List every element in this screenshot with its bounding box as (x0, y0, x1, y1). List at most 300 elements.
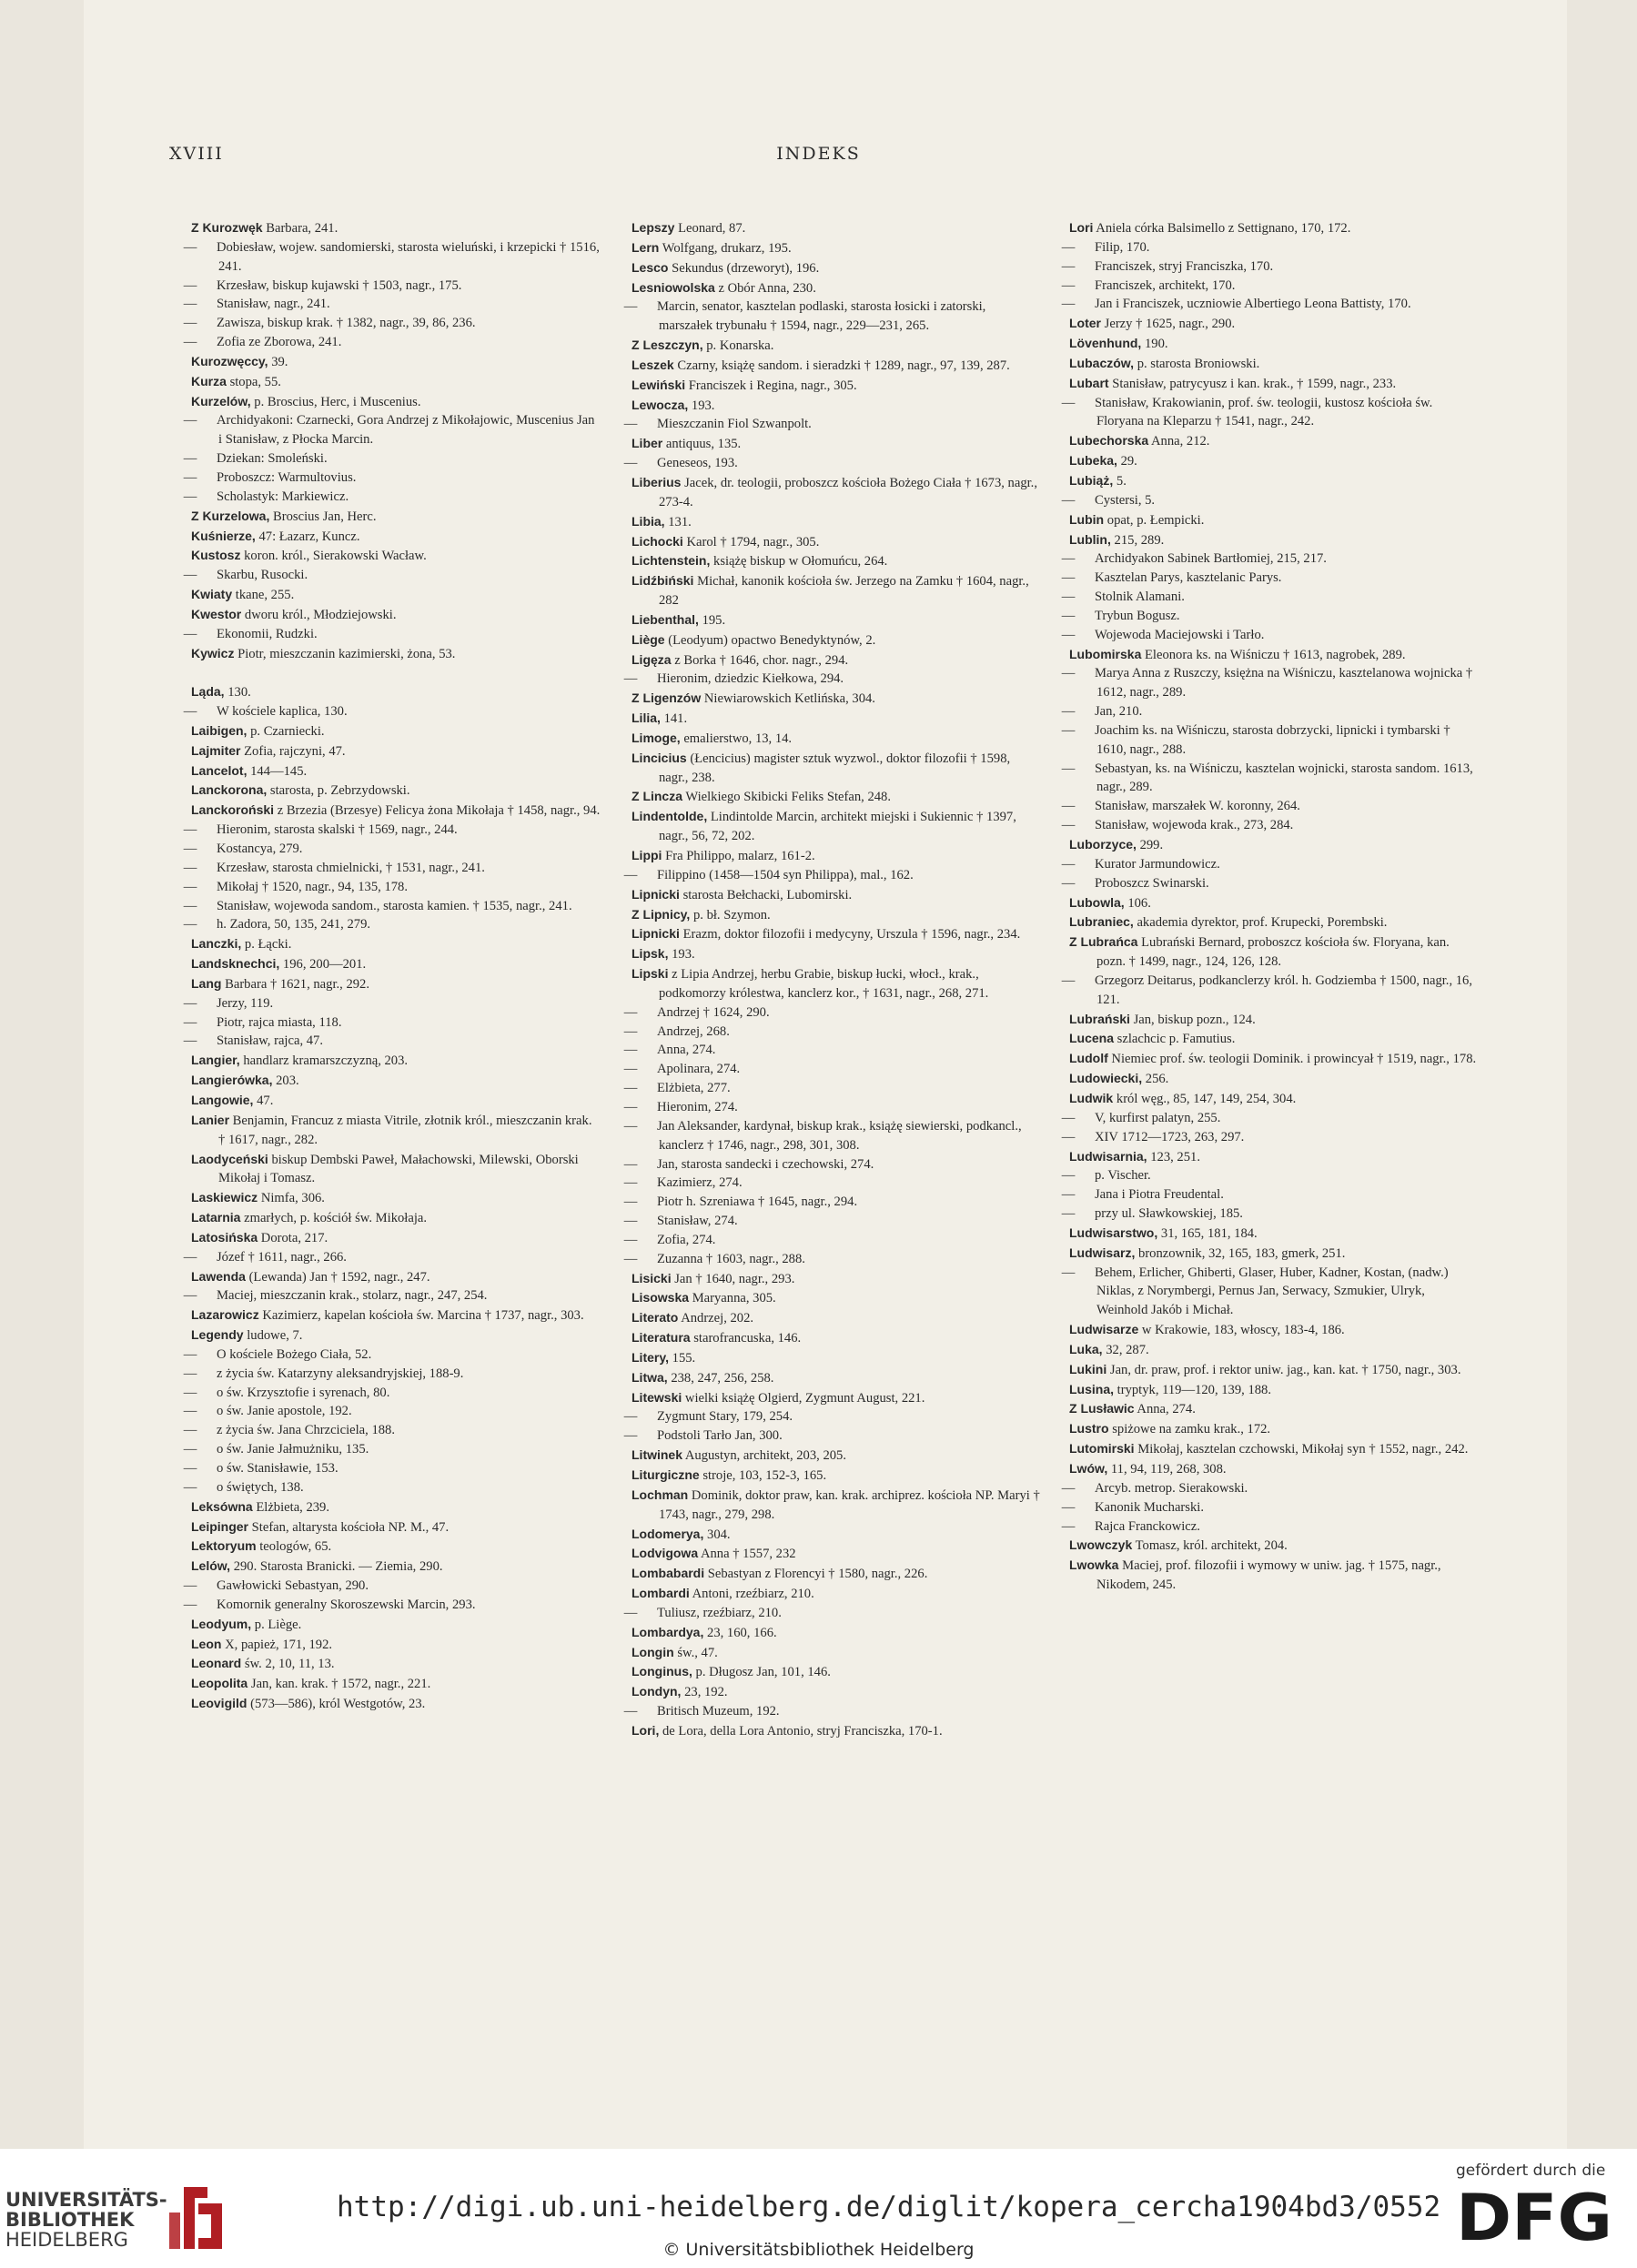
continuation-dash: — (623, 1194, 638, 1210)
entry-text: emalierstwo, 13, 14. (683, 731, 793, 746)
entry-text: Franciszek i Regina, nagr., 305. (688, 378, 857, 393)
entry-text: antiquus, 135. (665, 437, 742, 452)
entry-headword: Lubrański (1069, 1011, 1130, 1026)
entry-headword: Leipinger (191, 1518, 249, 1534)
index-entry (191, 781, 601, 801)
continuation-dash: — (1061, 704, 1076, 720)
entry-headword: Kuśnierze, (191, 528, 256, 543)
entry-text: p. Liège. (254, 1617, 302, 1632)
index-entry (1069, 1419, 1479, 1439)
index-entry (191, 1497, 601, 1517)
entry-text: Jan, dr. praw, prof. i rektor uniw. jag., kan. kat. † 1750, nagr., 303. (1109, 1362, 1461, 1377)
index-entry (1069, 431, 1479, 451)
index-entry (183, 878, 601, 897)
index-entry (191, 372, 601, 392)
continuation-dash: — (623, 867, 638, 882)
entry-text: Barbara † 1621, nagr., 292. (225, 976, 369, 992)
entry-headword: Litwinek (632, 1447, 683, 1463)
entry-headword: Lanczki, (191, 936, 242, 952)
index-entry (632, 709, 1043, 729)
index-entry (191, 1694, 601, 1714)
index-entry (183, 1421, 601, 1440)
entry-text: Zawisza, biskup krak. † 1382, nagr., 39, 86, 236. (217, 316, 476, 331)
entry-headword: Lori, (632, 1722, 660, 1738)
continuation-dash: — (623, 299, 638, 315)
entry-text: Eleonora ks. na Wiśniczu † 1613, nagrobek, 289. (1145, 647, 1406, 662)
entry-text: Behem, Erlicher, Ghiberti, Glaser, Huber, Kadner, Kostan, (nadw.) Niklas, z Norymbergi, Pernus Jan, Serwacy, Szmukier, Ulryk, Weinhold Jakób i Michał. (1095, 1265, 1449, 1318)
entry-text: Niemiec prof. św. teologii Dominik. i prowincyał † 1519, nagr., 178. (1111, 1052, 1477, 1067)
index-entry (191, 527, 601, 547)
entry-headword: Z Lubrańca (1069, 934, 1138, 950)
index-entry (183, 840, 601, 859)
index-entry (1069, 1244, 1479, 1264)
entry-headword: Kywicz (191, 645, 235, 660)
entry-text: Anna † 1557, 232 (700, 1547, 796, 1562)
index-entry (183, 1478, 601, 1497)
entry-text: Stolnik Alamani. (1095, 590, 1185, 605)
index-entry (191, 1051, 601, 1071)
index-entry (1061, 760, 1479, 798)
entry-text: Jerzy, 119. (217, 995, 274, 1011)
entry-text: 256. (1145, 1072, 1169, 1087)
entry-headword: Ludwik (1069, 1090, 1114, 1105)
entry-text: zmarłych, p. kościół św. Mikołaja. (244, 1211, 428, 1226)
index-entry (191, 1537, 601, 1557)
index-entry (1069, 645, 1479, 665)
index-entry (1069, 1069, 1479, 1089)
index-entry (191, 546, 601, 566)
entry-headword: Lukini (1069, 1361, 1107, 1376)
entry-text: król węg., 85, 147, 149, 254, 304. (1116, 1091, 1297, 1106)
entry-text: Barbara, 241. (266, 221, 339, 236)
entry-headword: Libia, (632, 513, 665, 529)
index-entry (183, 238, 601, 277)
entry-headword: Liturgiczne (632, 1467, 700, 1482)
index-entry (1069, 510, 1479, 530)
continuation-dash: — (183, 489, 197, 504)
entry-text: Jana i Piotra Freudental. (1095, 1187, 1224, 1203)
entry-text: Tuliusz, rzeźbiarz, 210. (657, 1605, 782, 1620)
continuation-dash: — (1061, 1206, 1076, 1222)
entry-text: Stanisław, wojewoda sandom., starosta kamien. † 1535, nagr., 241. (217, 898, 572, 913)
continuation-dash: — (1061, 1518, 1076, 1534)
entry-text: 31, 165, 181, 184. (1160, 1225, 1258, 1241)
entry-text: p. starosta Broniowski. (1137, 356, 1260, 371)
entry-text: o świętych, 138. (217, 1479, 304, 1495)
entry-headword: Kwiaty (191, 587, 233, 602)
entry-text: Anna, 274. (1137, 1402, 1196, 1417)
entry-text: 193. (672, 947, 695, 963)
index-entry (632, 1328, 1043, 1348)
entry-text: 11, 94, 119, 268, 308. (1110, 1462, 1227, 1477)
index-entry (632, 1564, 1043, 1584)
entry-text: 47: Łazarz, Kuncz. (258, 529, 360, 544)
entry-text: Jan i Franciszek, uczniowie Albertiego Leona Battisty, 170. (1095, 297, 1411, 312)
continuation-dash: — (1061, 1499, 1076, 1515)
entry-text: p. Vischer. (1095, 1168, 1151, 1184)
index-entry (632, 1308, 1043, 1328)
entry-headword: Luborzyce, (1069, 837, 1137, 852)
index-entry (191, 1150, 601, 1189)
entry-headword: Latosińska (191, 1229, 258, 1245)
continuation-dash: — (1061, 761, 1076, 776)
index-entry (1069, 1399, 1479, 1419)
entry-text: spiżowe na zamku krak., 172. (1112, 1422, 1271, 1437)
entry-text: 23, 192. (684, 1685, 728, 1700)
index-entry (623, 1212, 1043, 1231)
entry-text: stopa, 55. (229, 374, 281, 389)
index-entry (623, 1231, 1043, 1250)
entry-headword: Lodvigowa (632, 1546, 699, 1561)
entry-text: Benjamin, Francuz z miasta Vitrile, złotnik król., mieszczanin krak. † 1617, nagr., 282. (218, 1113, 592, 1147)
index-column-2 (623, 218, 1043, 1741)
entry-text: p. bł. Szymon. (692, 907, 771, 922)
entry-text: 304. (707, 1527, 731, 1542)
entry-text: Stanisław, 274. (657, 1214, 738, 1229)
index-entry (632, 689, 1043, 709)
index-column-1 (183, 218, 601, 1714)
index-entry (623, 454, 1043, 473)
index-entry (632, 807, 1043, 846)
continuation-dash: — (1061, 395, 1076, 410)
index-entry (623, 1426, 1043, 1446)
continuation-dash: — (183, 917, 197, 932)
continuation-dash: — (1061, 856, 1076, 872)
continuation-dash: — (183, 879, 197, 894)
entry-text: Archidyakoni: Czarnecki, Gora Andrzej z Mikołajowic, Muscenius Jan i Stanisław, z Płocka Marcin. (217, 413, 595, 448)
index-entry (191, 1111, 601, 1150)
index-entry (623, 1174, 1043, 1193)
entry-text: wielki książę Olgierd, Zygmunt August, 221. (684, 1390, 925, 1406)
entry-text: O kościele Bożego Ciała, 52. (217, 1346, 372, 1362)
index-entry (632, 749, 1043, 788)
index-entry (1061, 855, 1479, 874)
entry-text: 155. (672, 1350, 696, 1366)
index-entry (1069, 530, 1479, 550)
entry-text: (Łencicius) magister sztuk wyzwol., doktor filozofii † 1598, nagr., 238. (659, 751, 1011, 785)
entry-headword: Z Lincza (632, 789, 683, 804)
entry-text: Kanonik Mucharski. (1095, 1499, 1204, 1515)
entry-headword: Lichocki (632, 533, 683, 549)
entry-headword: Lern (632, 239, 660, 255)
entry-text: o św. Krzysztofie i syrenach, 80. (217, 1385, 390, 1400)
entry-headword: Literatura (632, 1330, 691, 1346)
index-entry (1061, 1166, 1479, 1185)
entry-headword: Lesco (632, 259, 669, 275)
continuation-dash: — (183, 1366, 197, 1381)
index-entry (191, 218, 601, 238)
entry-text: 290. Starosta Branicki. — Ziemia, 290. (233, 1559, 443, 1575)
entry-text: Maryanna, 305. (692, 1291, 776, 1306)
entry-text: Lubrański Bernard, proboszcz kościoła św. Floryana, kan. pozn. † 1499, nagr., 124, 126, 128. (1096, 935, 1450, 970)
index-entry (632, 1643, 1043, 1663)
entry-text: Jan, biskup pozn., 124. (1133, 1012, 1256, 1027)
entry-text: Cystersi, 5. (1095, 492, 1156, 508)
index-entry (183, 1577, 601, 1596)
entry-text: 47. (257, 1093, 274, 1108)
index-entry (191, 1071, 601, 1091)
entry-headword: Lawenda (191, 1268, 246, 1284)
index-entry (632, 1623, 1043, 1643)
index-entry (1061, 972, 1479, 1010)
continuation-dash: — (623, 671, 638, 687)
entry-headword: Lubechorska (1069, 433, 1149, 449)
entry-headword: Longinus, (632, 1664, 692, 1679)
continuation-dash: — (183, 335, 197, 350)
entry-headword: Langier, (191, 1053, 240, 1068)
entry-headword: Litery, (632, 1349, 669, 1365)
index-entry (191, 1557, 601, 1577)
entry-text: z Lipia Andrzej, herbu Grabie, biskup łucki, włocł., krak., podkomorzy królestwa, kanclerz kor., † 1631, nagr., 268, 271. (659, 967, 989, 1001)
entry-headword: Lombardi (632, 1586, 690, 1601)
continuation-dash: — (183, 451, 197, 467)
entry-headword: Leszek (632, 357, 674, 372)
entry-text: o św. Stanisławie, 153. (217, 1461, 339, 1476)
entry-text: Anna, 274. (657, 1043, 716, 1058)
index-entry (632, 610, 1043, 630)
entry-text: starofrancuska, 146. (693, 1331, 802, 1346)
continuation-dash: — (183, 1423, 197, 1438)
index-entry (1069, 1010, 1479, 1030)
continuation-dash: — (623, 1428, 638, 1444)
index-entry (632, 571, 1043, 610)
entry-headword: Loter (1069, 316, 1101, 331)
index-entry (183, 915, 601, 934)
index-entry (632, 1466, 1043, 1486)
entry-headword: Kwestor (191, 606, 242, 621)
continuation-dash: — (183, 704, 197, 720)
entry-text: Proboszcz: Warmultovius. (217, 469, 357, 485)
entry-text: Jan, 210. (1095, 704, 1143, 720)
entry-headword: Lipski (632, 966, 669, 982)
continuation-dash: — (183, 239, 197, 255)
index-entry (1061, 702, 1479, 721)
continuation-dash: — (1061, 297, 1076, 312)
entry-text: Geneseos, 193. (657, 456, 738, 471)
entry-text: biskup Dembski Paweł, Małachowski, Milewski, Oborski Mikołaj i Tomasz. (218, 1152, 579, 1186)
continuation-dash: — (183, 297, 197, 312)
continuation-dash: — (623, 1099, 638, 1114)
entry-text: Jan, kan. krak. † 1572, nagr., 221. (250, 1677, 431, 1692)
index-entry (632, 1721, 1043, 1741)
continuation-dash: — (1061, 1480, 1076, 1496)
entry-headword: Lubraniec, (1069, 914, 1134, 930)
continuation-dash: — (623, 1156, 638, 1172)
entry-text: Michał, kanonik kościoła św. Jerzego na Zamku † 1604, nagr., 282 (659, 574, 1029, 609)
entry-headword: Lori (1069, 220, 1094, 235)
entry-headword: Ludwisarstwo, (1069, 1225, 1158, 1240)
continuation-dash: — (623, 1409, 638, 1425)
index-entry (623, 1604, 1043, 1623)
index-entry (183, 1440, 601, 1459)
entry-text: 144—145. (250, 763, 308, 779)
entry-text: Grzegorz Deitarus, podkanclerzy król. h. Godziemba † 1500, nagr., 16, 121. (1095, 973, 1472, 1007)
index-entry (191, 1305, 601, 1326)
index-entry (632, 1486, 1043, 1525)
entry-text: Stanisław, patrycyusz i kan. krak., † 1599, nagr., 233. (1112, 376, 1397, 391)
index-entry (183, 1365, 601, 1384)
entry-text: Trybun Bogusz. (1095, 608, 1180, 623)
index-entry (632, 1525, 1043, 1545)
index-entry (1069, 835, 1479, 855)
entry-text: Stefan, altarysta kościoła NP. M., 47. (251, 1519, 450, 1535)
entry-text: Maciej, mieszczanin krak., stolarz, nagr., 247, 254. (217, 1288, 488, 1304)
entry-headword: Lelów, (191, 1558, 231, 1574)
entry-text: Aniela córka Balsimello z Settignano, 170, 172. (1096, 221, 1351, 236)
entry-headword: Laibigen, (191, 722, 248, 738)
index-entry (1069, 1459, 1479, 1479)
entry-headword: Ląda, (191, 684, 225, 700)
entry-text: Zygmunt Stary, 179, 254. (657, 1409, 793, 1425)
continuation-dash: — (1061, 1168, 1076, 1184)
continuation-dash: — (623, 1023, 638, 1039)
entry-text: z Obór Anna, 230. (718, 280, 816, 296)
index-entry (1069, 1049, 1479, 1069)
entry-text: Mieszczanin Fiol Szwanpolt. (657, 417, 812, 432)
index-entry (191, 974, 601, 994)
continuation-dash: — (183, 1288, 197, 1304)
entry-text: Zofia ze Zborowa, 241. (217, 335, 342, 350)
index-entry (183, 1013, 601, 1033)
index-entry (1061, 257, 1479, 277)
index-entry (623, 415, 1043, 434)
viewer-footer (0, 2149, 1637, 2268)
entry-text: Krzesław, biskup kujawski † 1503, nagr., 175. (217, 277, 462, 293)
index-entry (632, 729, 1043, 749)
index-entry (191, 605, 601, 625)
continuation-dash: — (623, 417, 638, 432)
index-entry (1061, 1109, 1479, 1128)
continuation-dash: — (183, 568, 197, 583)
index-entry (632, 551, 1043, 571)
index-entry (191, 1654, 601, 1674)
index-entry (191, 721, 601, 741)
entry-text: o św. Janie Jałmużniku, 135. (217, 1442, 369, 1457)
entry-text: Zofia, rajczyni, 47. (244, 743, 346, 759)
entry-headword: Ludwisarz, (1069, 1245, 1136, 1260)
index-entry (191, 1228, 601, 1248)
entry-headword: Z Lusławic (1069, 1401, 1135, 1416)
continuation-dash: — (1061, 239, 1076, 255)
index-entry (1069, 1089, 1479, 1109)
index-entry (191, 1091, 601, 1111)
index-entry (1061, 607, 1479, 626)
running-title: INDEKS (776, 144, 861, 164)
index-entry (183, 1402, 601, 1421)
entry-headword: Lwowczyk (1069, 1537, 1133, 1553)
entry-headword: Literato (632, 1310, 679, 1326)
entry-text: Dorota, 217. (260, 1230, 328, 1245)
entry-headword: Lipsk, (632, 946, 669, 962)
index-entry (1061, 277, 1479, 296)
entry-text: Stanisław, nagr., 241. (217, 297, 330, 312)
entry-text: 29. (1120, 454, 1137, 469)
entry-headword: Laodyceński (191, 1151, 268, 1166)
index-entry (183, 821, 601, 840)
dfg-logo[interactable] (1454, 2187, 1614, 2243)
entry-text: Wojewoda Maciejowski i Tarło. (1095, 627, 1265, 642)
index-entry (191, 682, 601, 702)
index-entry (191, 934, 601, 954)
entry-headword: Laskiewicz (191, 1190, 258, 1205)
entry-text: (573—586), król Westgotów, 23. (250, 1697, 426, 1712)
index-entry (183, 411, 601, 449)
index-entry (1069, 1029, 1479, 1049)
index-entry (623, 1098, 1043, 1117)
entry-headword: Lubiąż, (1069, 472, 1114, 488)
entry-headword: Liberius (632, 474, 682, 489)
entry-headword: Lichtenstein, (632, 553, 711, 569)
index-entry (1061, 874, 1479, 893)
index-entry (1069, 893, 1479, 913)
entry-text: Marya Anna z Ruszczy, księżna na Wiśniczu, kasztelanowa wojnicka † 1612, nagr., 289. (1095, 666, 1473, 701)
index-entry (632, 258, 1043, 278)
index-entry (1061, 816, 1479, 835)
continuation-dash: — (1061, 590, 1076, 605)
entry-text: Britisch Muzeum, 192. (657, 1704, 780, 1719)
entry-headword: Lubomirska (1069, 646, 1142, 661)
index-entry (623, 1003, 1043, 1023)
entry-headword: Z Leszczyn, (632, 338, 703, 353)
entry-text: Niewiarowskich Ketlińska, 304. (703, 691, 875, 707)
entry-headword: Leodyum, (191, 1616, 252, 1631)
dfg-logo-text: DFG (1456, 2187, 1612, 2243)
entry-text: Hieronim, 274. (657, 1099, 738, 1114)
entry-text: p. Broscius, Herc, i Muscenius. (254, 394, 421, 409)
index-entry (183, 859, 601, 878)
entry-text: V, kurfirst palatyn, 255. (1095, 1110, 1221, 1125)
entry-headword: Lisicki (632, 1270, 672, 1285)
entry-headword: Lewiński (632, 377, 686, 392)
index-entry (191, 507, 601, 527)
copyright-notice: © Universitätsbibliothek Heidelberg (662, 2240, 975, 2260)
entry-text: Andrzej, 268. (657, 1023, 730, 1039)
entry-text: Elżbieta, 239. (256, 1499, 330, 1515)
entry-text: z życia św. Jana Chrzciciela, 188. (217, 1423, 395, 1438)
entry-headword: Lidźbiński (632, 573, 694, 589)
entry-headword: Lisowska (632, 1290, 690, 1305)
index-entry (191, 585, 601, 605)
entry-text: stroje, 103, 152-3, 165. (702, 1468, 827, 1483)
entry-headword: Leovigild (191, 1696, 248, 1711)
entry-headword: Ludolf (1069, 1051, 1108, 1066)
index-entry (1069, 334, 1479, 354)
permalink-url[interactable]: http://digi.ub.uni-heidelberg.de/diglit/kopera_cercha1904bd3/0552 (337, 2191, 1441, 2223)
continuation-dash: — (183, 1033, 197, 1049)
continuation-dash: — (183, 1014, 197, 1030)
index-entry (1061, 1205, 1479, 1224)
index-entry (1069, 1439, 1479, 1459)
entry-text: Andrzej, 202. (681, 1311, 754, 1326)
entry-headword: Kurzelów, (191, 393, 251, 408)
entry-text: szlachcic p. Famutius. (1117, 1032, 1236, 1047)
entry-text: Rajca Franckowicz. (1095, 1518, 1200, 1534)
index-entry (632, 787, 1043, 807)
continuation-dash: — (183, 1442, 197, 1457)
index-entry (632, 238, 1043, 258)
entry-headword: Lewocza, (632, 397, 689, 412)
entry-text: 215, 289. (1114, 532, 1165, 548)
index-entry (191, 761, 601, 781)
entry-text: Hieronim, dziedzic Kiełkowa, 294. (657, 671, 844, 687)
entry-text: Jan † 1640, nagr., 293. (674, 1271, 795, 1286)
index-entry (1061, 1479, 1479, 1498)
entry-headword: Leopolita (191, 1676, 248, 1691)
entry-text: z Brzezia (Brzesye) Felicya żona Mikołaja † 1458, nagr., 94. (277, 803, 601, 819)
continuation-dash: — (1061, 1187, 1076, 1203)
entry-text: 5. (1116, 473, 1127, 489)
entry-text: W kościele kaplica, 130. (217, 704, 348, 720)
